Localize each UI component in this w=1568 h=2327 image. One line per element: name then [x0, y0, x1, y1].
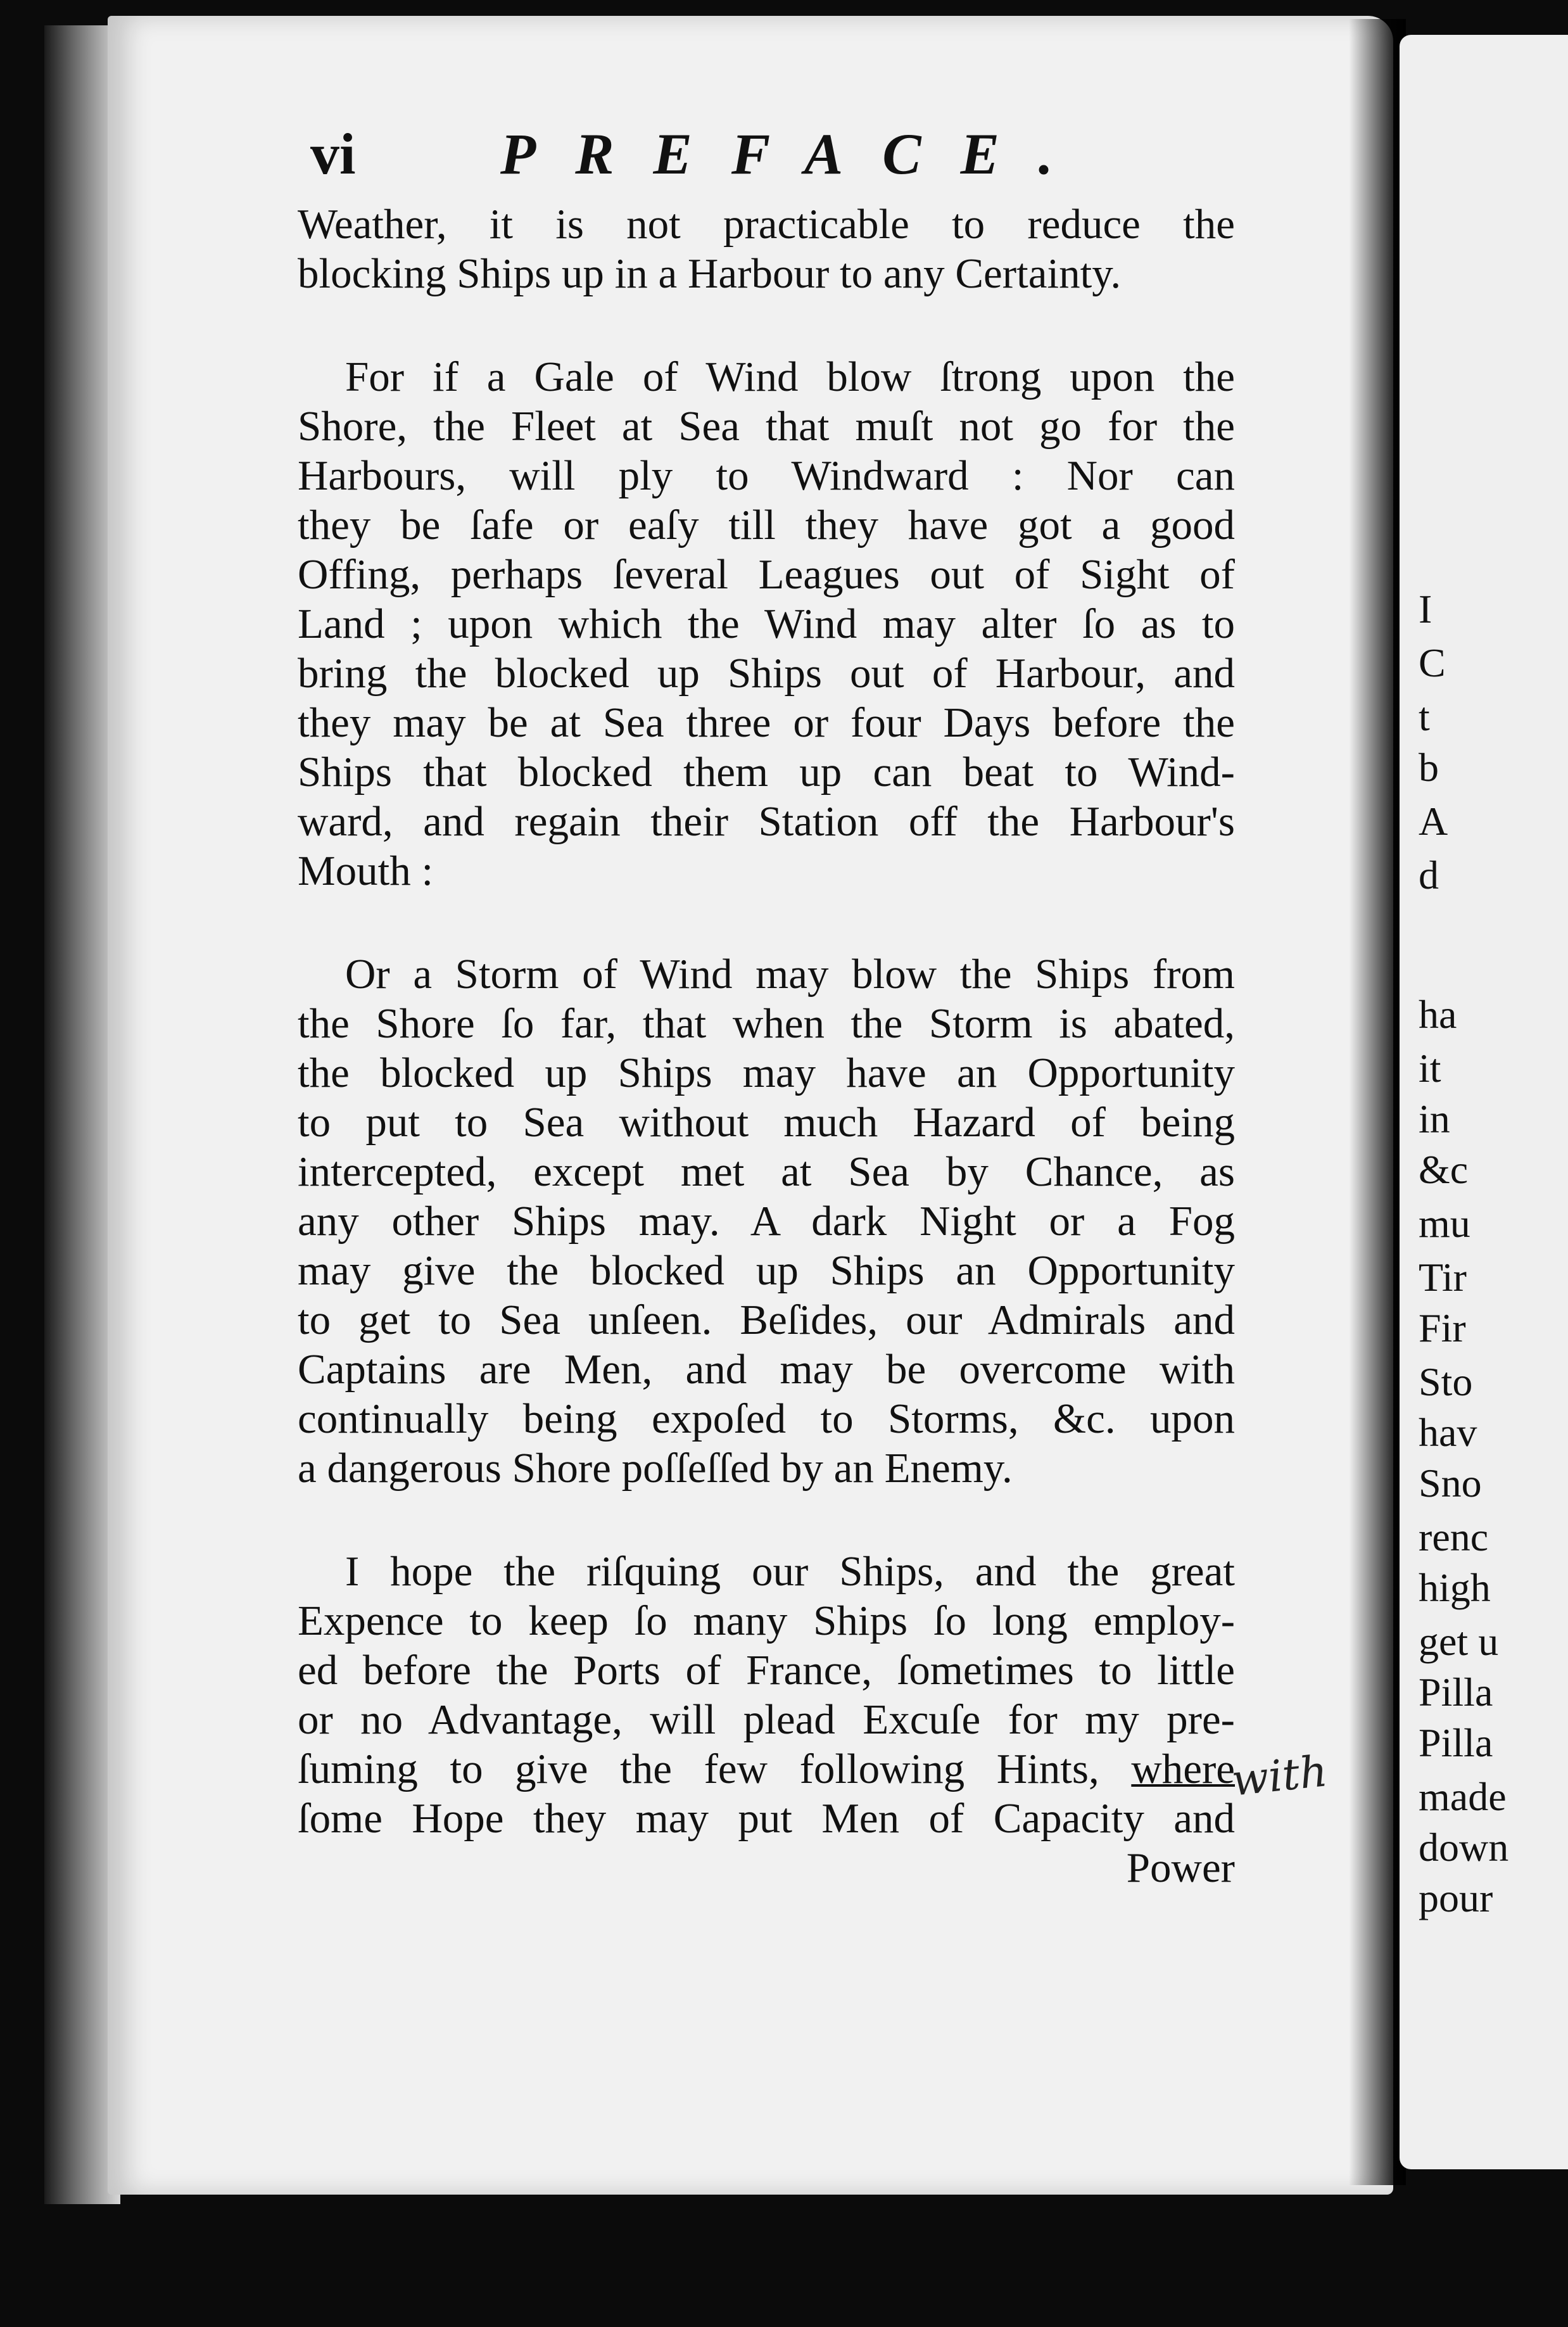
- text-line: may give the blocked up Ships an Opportunity: [298, 1247, 1235, 1294]
- text-line: they be ſafe or eaſy till they have got a good: [298, 502, 1235, 548]
- text-segment: ſuming to give the few following Hints,: [298, 1746, 1099, 1792]
- text-line: ſome Hope they may put Men of Capacity and: [298, 1795, 1235, 1842]
- facing-page-fragment: in: [1419, 1096, 1450, 1141]
- text-line: any other Ships may. A dark Night or a Fog: [298, 1198, 1235, 1245]
- text-line: Offing, perhaps ſeveral Leagues out of Sight of: [298, 551, 1235, 598]
- facing-page-fragment: t: [1419, 694, 1430, 739]
- facing-page-fragment: hav: [1419, 1410, 1477, 1455]
- text-line: the blocked up Ships may have an Opportunity: [298, 1049, 1235, 1096]
- facing-page-fragment: C: [1419, 640, 1446, 685]
- text-line-with-underline: [298, 1744, 1235, 1794]
- facing-page: [1400, 35, 1568, 2169]
- facing-page-fragment: pour: [1419, 1875, 1493, 1920]
- text-line: ward, and regain their Station off the Harbour's: [298, 798, 1235, 845]
- body-text: [298, 200, 1235, 1893]
- facing-page-fragment: Sto: [1419, 1359, 1473, 1404]
- text-line: Shore, the Fleet at Sea that muſt not go for the: [298, 403, 1235, 450]
- facing-page-fragment: &c: [1419, 1147, 1469, 1192]
- facing-page-fragment: Tir: [1419, 1255, 1467, 1300]
- text-line: Harbours, will ply to Windward : Nor can: [298, 452, 1235, 499]
- text-line: the Shore ſo far, that when the Storm is abated,: [298, 1000, 1235, 1047]
- running-head: PREFACE.: [500, 122, 1092, 186]
- facing-page-fragment: down: [1419, 1825, 1509, 1870]
- text-line: Weather, it is not practicable to reduce the: [298, 201, 1235, 248]
- text-line: Expence to keep ſo many Ships ſo long employ-: [298, 1597, 1235, 1644]
- text-line: intercepted, except met at Sea by Chance, as: [298, 1148, 1235, 1195]
- page-header: [310, 120, 1235, 203]
- text-line: blocking Ships up in a Harbour to any Certainty.: [298, 250, 1122, 297]
- text-line: or no Advantage, will plead Excuſe for my pre-: [298, 1696, 1235, 1743]
- text-line: Mouth :: [298, 847, 434, 894]
- text-line: to put to Sea without much Hazard of being: [298, 1099, 1235, 1146]
- handwritten-annotation: with: [1229, 1746, 1330, 1806]
- facing-page-fragment: ha: [1419, 992, 1457, 1037]
- facing-page-fragment: renc: [1419, 1514, 1489, 1559]
- facing-page-fragment: mu: [1419, 1201, 1470, 1246]
- text-line: to get to Sea unſeen. Beſides, our Admirals and: [298, 1297, 1235, 1343]
- text-line: Land ; upon which the Wind may alter ſo as to: [298, 600, 1235, 647]
- text-line: Captains are Men, and may be overcome with: [298, 1346, 1235, 1393]
- text-line: ed before the Ports of France, ſometimes to little: [298, 1647, 1235, 1694]
- catchword: Power: [1126, 1844, 1235, 1891]
- facing-page-fragment: I: [1419, 587, 1432, 631]
- text-line: I hope the riſquing our Ships, and the great: [345, 1548, 1235, 1595]
- text-line: For if a Gale of Wind blow ſtrong upon the: [345, 353, 1235, 400]
- gutter-shadow: [1349, 19, 1406, 2185]
- text-line: a dangerous Shore poſſeſſed by an Enemy.: [298, 1445, 1013, 1492]
- page-number: vi: [310, 122, 356, 186]
- facing-page-fragment: get u: [1419, 1619, 1499, 1664]
- text-line: Or a Storm of Wind may blow the Ships from: [345, 951, 1235, 998]
- underlined-word: where: [1131, 1746, 1236, 1792]
- facing-page-fragment: high: [1419, 1565, 1491, 1610]
- text-line: they may be at Sea three or four Days before the: [298, 699, 1235, 746]
- text-line: Ships that blocked them up can beat to Wind-: [298, 749, 1235, 796]
- facing-page-fragment: Sno: [1419, 1461, 1482, 1506]
- facing-page-fragment: Pilla: [1419, 1670, 1493, 1715]
- facing-page-fragment: it: [1419, 1046, 1441, 1091]
- facing-page-fragment: Pilla: [1419, 1720, 1493, 1765]
- facing-page-fragment: d: [1419, 853, 1439, 897]
- facing-page-fragment: made: [1419, 1774, 1507, 1819]
- facing-page-fragment: b: [1419, 745, 1439, 790]
- facing-page-fragment: Fir: [1419, 1305, 1466, 1350]
- text-line: bring the blocked up Ships out of Harbour, and: [298, 650, 1235, 697]
- facing-page-fragment: A: [1419, 799, 1448, 844]
- text-line: continually being expoſed to Storms, &c. upon: [298, 1395, 1235, 1442]
